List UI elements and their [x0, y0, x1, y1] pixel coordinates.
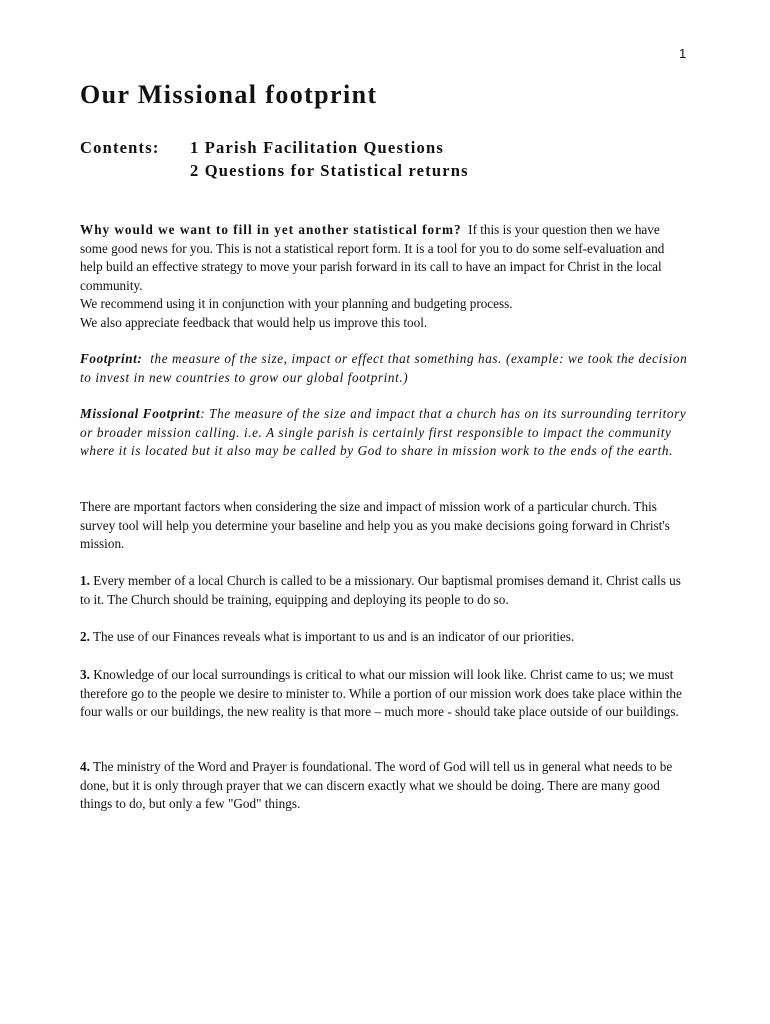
intro-recommendation: We recommend using it in conjunction with your planning and budgeting process.	[80, 296, 513, 312]
point-2	[80, 628, 690, 647]
intro-lead-question: Why would we want to fill in yet another statistical form?	[80, 222, 462, 237]
intro-text: If this is your question then we have some good news for you. This is not a statistical report form. It is a tool for you to do some self-evaluation and help build an effective strategy to move your parish forward in its call to have an impact for Christ in the local community.	[80, 222, 665, 293]
point-number: 3.	[80, 667, 90, 682]
point-4	[80, 758, 690, 814]
factors-text: There are mportant factors when considering the size and impact of mission work of a particular church. This survey tool will help you determine your baseline and help you as you make decisions going forward in Christ's mission.	[80, 499, 670, 552]
point-3	[80, 666, 690, 722]
contents-label: Contents:	[80, 138, 160, 157]
missional-footprint-definition	[80, 405, 690, 461]
missional-footprint-term: Missional Footprint	[80, 406, 201, 421]
intro-paragraph	[80, 221, 690, 333]
factors-paragraph	[80, 498, 690, 554]
footprint-term: Footprint:	[80, 351, 143, 366]
contents-item: 2 Questions for Statistical returns	[190, 161, 469, 180]
point-text: Knowledge of our local surroundings is critical to what our mission will look like. Christ came to us; we must therefore go to the people we desire to minister to. While a portion of our mission work does take place within the four walls or our buildings, the new reality is that more – much more - should take place outside of our buildings.	[80, 667, 682, 720]
missional-footprint-text: : The measure of the size and impact that a church has on its surrounding territory or broader mission calling. i.e. A single parish is certainly first responsible to impact the community where it is located but it also may be called by God to share in mission work to the ends of the earth.	[80, 406, 687, 459]
page-number: 1	[679, 46, 687, 61]
contents-item: 1 Parish Facilitation Questions	[190, 138, 444, 157]
contents-list	[190, 136, 610, 182]
point-text: Every member of a local Church is called to be a missionary. Our baptismal promises demand it. Christ calls us to it. The Church should be training, equipping and deploying its people to do so.	[80, 573, 681, 607]
point-1	[80, 572, 690, 609]
point-number: 4.	[80, 759, 90, 774]
footprint-text: the measure of the size, impact or effect that something has. (example: we took the decision to invest in new countries to grow our global footprint.)	[80, 351, 688, 385]
point-number: 1.	[80, 573, 90, 588]
point-text: The ministry of the Word and Prayer is foundational. The word of God will tell us in general what needs to be done, but it is only through prayer that we can discern exactly what we should be doing. There are many good things to do, but only a few "God" things.	[80, 759, 673, 812]
footprint-definition	[80, 350, 690, 387]
intro-feedback: We also appreciate feedback that would help us improve this tool.	[80, 314, 428, 330]
point-number: 2.	[80, 629, 90, 644]
page-title: Our Missional footprint	[80, 80, 378, 109]
point-text: The use of our Finances reveals what is important to us and is an indicator of our priorities.	[92, 629, 575, 644]
